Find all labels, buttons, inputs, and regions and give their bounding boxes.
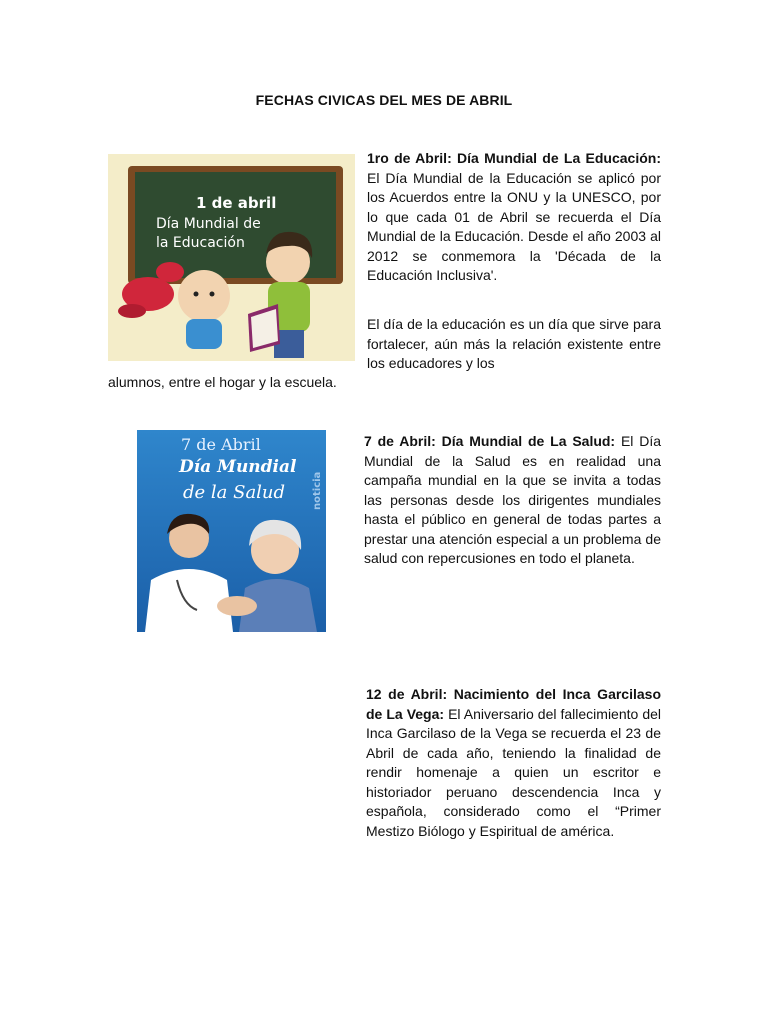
section-health [364, 432, 661, 569]
education-body: El Día Mundial de la Educación se aplicó por los Acuerdos entre la ONU y la UNESCO, por lo que cada 01 de Abril se recuerda el Día Mundial de la Educación. Desde el año 2003 al 2012 se conmemora la 'Década de la Educación Inclusiva'. [367, 169, 661, 283]
education-image-line2: Día Mundial de [156, 216, 261, 232]
garcilaso-body: El Aniversario del fallecimiento del Inca Garcilaso de la Vega se recuerda el 23 de Abril de cada año, teniendo la finalidad de rendir homenaje a quien un escritor e historiador peruano descendencia Inca y española, considerado como el “Primer Mestizo Biólogo y Espiritual de américa. [366, 705, 661, 839]
education-heading: 1ro de Abril: Día Mundial de La Educación: [367, 150, 661, 166]
health-heading: 7 de Abril: Día Mundial de La Salud: [364, 433, 616, 449]
section-garcilaso [366, 685, 661, 841]
education-image-line3: la Educación [156, 235, 245, 251]
page-title: FECHAS CIVICAS DEL MES DE ABRIL [255, 92, 513, 108]
section-education [367, 149, 661, 286]
health-image-line3: de la Salud [183, 482, 286, 503]
education-para2-wrap: alumnos, entre el hogar y la escuela. [108, 374, 337, 390]
education-para2: El día de la educación es un día que sirve para fortalecer, aún más la relación existente entre los educadores y los [367, 316, 661, 371]
health-day-image [137, 430, 326, 632]
health-image-line2: Día Mundial [179, 457, 297, 477]
education-day-image [108, 154, 355, 361]
health-image-line1: 7 de Abril [181, 435, 261, 454]
garcilaso-heading: 12 de Abril: Nacimiento del Inca Garcilaso de La Vega: [366, 686, 661, 722]
health-body: El Día Mundial de la Salud es en realidad una campaña mundial en la que se invita a todas las personas desde los dirigentes mundiales hasta el público en general de todas partes a prestar una atención especial a un problema de salud con repercusiones en todo el planeta. [364, 433, 662, 566]
education-image-line1: 1 de abril [196, 194, 277, 212]
health-image-side: noticia [312, 471, 323, 510]
